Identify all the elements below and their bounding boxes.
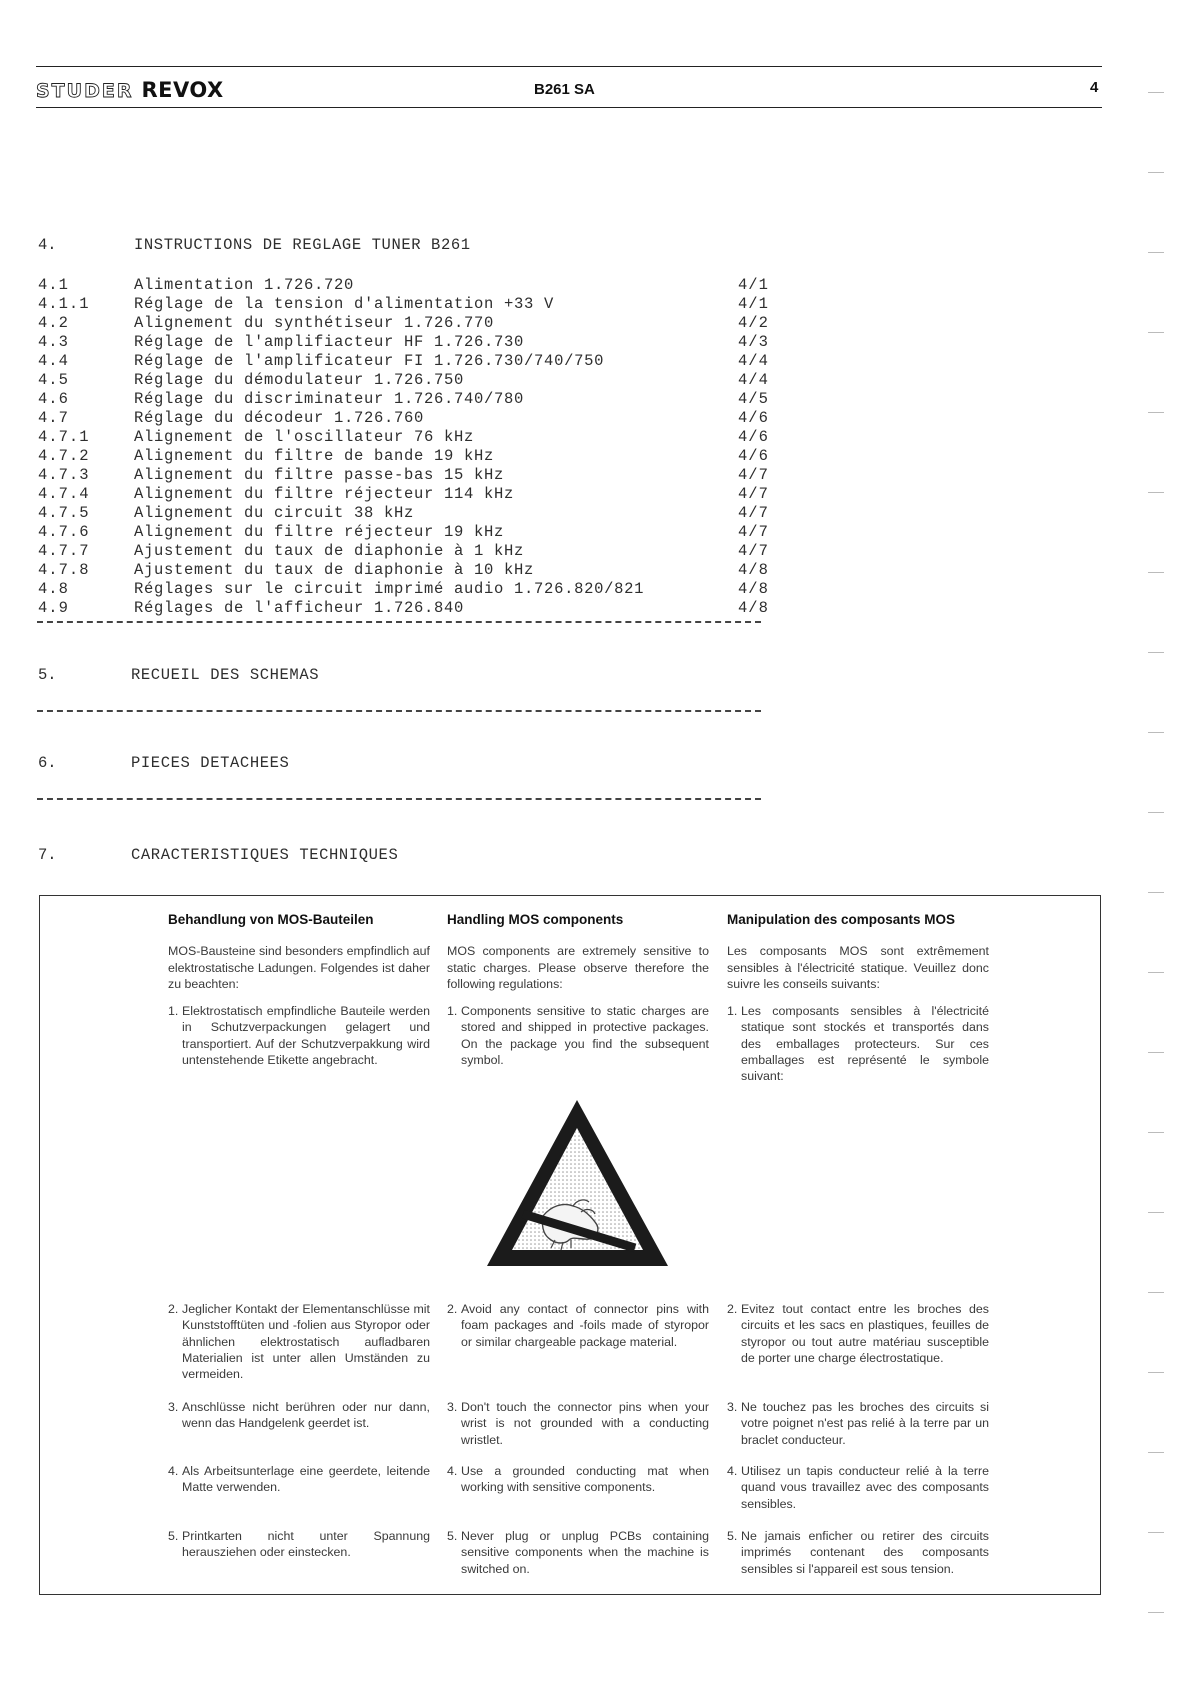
toc-row bbox=[38, 561, 778, 580]
dashed-divider bbox=[37, 710, 761, 712]
toc-row bbox=[38, 352, 778, 371]
section-title: INSTRUCTIONS DE REGLAGE TUNER B261 bbox=[134, 236, 471, 254]
brand-studer: STUDER bbox=[36, 80, 134, 102]
mos-item-text: Never plug or unplug PCBs containing sensitive components when the machine is switched on. bbox=[461, 1529, 709, 1576]
toc-text: Alignement du filtre réjecteur 19 kHz bbox=[134, 523, 505, 541]
mos-item-number: 2. bbox=[727, 1302, 738, 1316]
toc-page: 4/8 bbox=[738, 599, 769, 617]
toc-text: Réglages sur le circuit imprimé audio 1.726.820/821 bbox=[134, 580, 645, 598]
margin-tick bbox=[1148, 1372, 1164, 1373]
section-title: PIECES DETACHEES bbox=[131, 754, 290, 772]
mos-item-text: Ne touchez pas les broches des circuits si votre poignet n'est pas relié à la terre par un braclet conducteur. bbox=[741, 1400, 989, 1447]
toc-row bbox=[38, 504, 778, 523]
mos-list-item bbox=[168, 1463, 430, 1496]
mos-item-text: Printkarten nicht unter Spannung herausziehen oder einstecken. bbox=[182, 1529, 430, 1560]
mos-list-item bbox=[447, 1463, 709, 1496]
toc-page: 4/7 bbox=[738, 523, 769, 541]
mos-list-item bbox=[168, 1528, 430, 1561]
header-top-rule bbox=[36, 66, 1102, 67]
mos-item-number: 4. bbox=[168, 1464, 179, 1478]
mos-list-item bbox=[727, 1399, 989, 1448]
toc-text: Réglage du décodeur 1.726.760 bbox=[134, 409, 425, 427]
toc-text: Ajustement du taux de diaphonie à 1 kHz bbox=[134, 542, 525, 560]
toc-text: Réglage de l'amplifiacteur HF 1.726.730 bbox=[134, 333, 525, 351]
toc-text: Ajustement du taux de diaphonie à 10 kHz bbox=[134, 561, 535, 579]
toc-page: 4/2 bbox=[738, 314, 769, 332]
toc-page: 4/6 bbox=[738, 428, 769, 446]
mos-item-number: 5. bbox=[727, 1529, 738, 1543]
toc-text: Alignement de l'oscillateur 76 kHz bbox=[134, 428, 475, 446]
toc-page: 4/4 bbox=[738, 371, 769, 389]
mos-item-text: Anschlüsse nicht berühren oder nur dann, wenn das Handgelenk geerdet ist. bbox=[182, 1400, 430, 1431]
toc-row bbox=[38, 485, 778, 504]
margin-tick bbox=[1148, 492, 1164, 493]
toc-number: 4.7.4 bbox=[38, 485, 90, 503]
toc-text: Réglage de la tension d'alimentation +33 V bbox=[134, 295, 555, 313]
toc-number: 4.7.8 bbox=[38, 561, 90, 579]
toc-number: 4.4 bbox=[38, 352, 69, 370]
toc-row bbox=[38, 371, 778, 390]
margin-tick bbox=[1148, 252, 1164, 253]
margin-tick bbox=[1148, 1532, 1164, 1533]
toc-row bbox=[38, 428, 778, 447]
mos-item-text: Components sensitive to static charges are stored and shipped in protective packages. On the package you find the subsequent symbol. bbox=[461, 1004, 709, 1068]
toc-number: 4.1 bbox=[38, 276, 69, 294]
toc-number: 4.7.1 bbox=[38, 428, 90, 446]
mos-item-number: 1. bbox=[447, 1004, 458, 1019]
mos-item-text: Jeglicher Kontakt der Elementanschlüsse mit Kunststofftüten und -folien aus Styropor oder ähnlichen elektrostatisch aufladbaren Materialien ist unter allen Umständen zu vermeiden. bbox=[182, 1302, 430, 1382]
toc-text: Réglage de l'amplificateur FI 1.726.730/740/750 bbox=[134, 352, 605, 370]
mos-column-title: Behandlung von MOS-Bauteilen bbox=[168, 912, 374, 927]
toc-row bbox=[38, 409, 778, 428]
dashed-divider bbox=[37, 621, 761, 623]
brand-logo bbox=[36, 78, 224, 102]
toc-row bbox=[38, 314, 778, 333]
toc-text: Réglage du discriminateur 1.726.740/780 bbox=[134, 390, 525, 408]
section-number: 6. bbox=[38, 754, 57, 772]
mos-item-number: 5. bbox=[168, 1529, 179, 1543]
mos-item-number: 1. bbox=[168, 1004, 179, 1019]
toc-number: 4.3 bbox=[38, 333, 69, 351]
toc-row bbox=[38, 295, 778, 314]
mos-item-text: Ne jamais enficher ou retirer des circuits imprimés contenant des composants sensibles si l'appareil est sous tension. bbox=[741, 1529, 989, 1576]
mos-column-french bbox=[727, 912, 989, 1576]
mos-intro: Les composants MOS sont extrêmement sensibles à l'électricité statique. Veuillez donc suivre les conseils suivants: bbox=[727, 944, 989, 991]
toc-page: 4/5 bbox=[738, 390, 769, 408]
mos-column-english bbox=[447, 912, 709, 1576]
margin-tick bbox=[1148, 1612, 1164, 1613]
toc-row bbox=[38, 580, 778, 599]
toc-page: 4/7 bbox=[738, 542, 769, 560]
toc-page: 4/6 bbox=[738, 447, 769, 465]
mos-list-item bbox=[168, 1301, 430, 1382]
page-number: 4 bbox=[1090, 79, 1099, 96]
mos-item-number: 2. bbox=[447, 1302, 458, 1316]
toc-row bbox=[38, 333, 778, 352]
brand-revox: REVOX bbox=[141, 78, 224, 102]
toc-text: Alignement du filtre réjecteur 114 kHz bbox=[134, 485, 515, 503]
mos-item-text: Don't touch the connector pins when your wrist is not grounded with a conducting wristlet. bbox=[461, 1400, 709, 1447]
mos-item-text: Les composants sensibles à l'électricité statique sont stockés et transportés dans des emballages protecteurs. Sur ces emballages est représenté le symbole suivant: bbox=[741, 1004, 989, 1084]
mos-list-item bbox=[447, 1528, 709, 1577]
toc-page: 4/7 bbox=[738, 466, 769, 484]
section-number: 4. bbox=[38, 236, 57, 254]
margin-tick bbox=[1148, 652, 1164, 653]
margin-tick bbox=[1148, 732, 1164, 733]
mos-item-number: 4. bbox=[727, 1464, 738, 1478]
toc-row bbox=[38, 447, 778, 466]
mos-column-title: Handling MOS components bbox=[447, 912, 624, 927]
margin-tick bbox=[1148, 332, 1164, 333]
mos-item-text: Use a grounded conducting mat when working with sensitive components. bbox=[461, 1464, 709, 1495]
model-label: B261 SA bbox=[534, 81, 595, 98]
mos-list-item bbox=[447, 1003, 709, 1068]
mos-item-text: Evitez tout contact entre les broches des circuits et les sacs en plastiques, feuilles de styropor ou tout autre matériau susceptible de porter une charge électrostatique. bbox=[741, 1302, 989, 1365]
margin-tick bbox=[1148, 972, 1164, 973]
mos-list-item bbox=[447, 1301, 709, 1350]
mos-list-item bbox=[727, 1463, 989, 1512]
mos-list-item bbox=[168, 1003, 430, 1068]
mos-item-number: 5. bbox=[447, 1529, 458, 1543]
margin-tick bbox=[1148, 1132, 1164, 1133]
margin-tick bbox=[1148, 1052, 1164, 1053]
toc-row bbox=[38, 542, 778, 561]
mos-item-text: Elektrostatisch empfindliche Bauteile werden in Schutzverpackungen gelagert und transportiert. Auf der Schutzverpakkung wird untenstehende Etikette angebracht. bbox=[182, 1004, 430, 1068]
margin-tick bbox=[1148, 572, 1164, 573]
margin-tick bbox=[1148, 1292, 1164, 1293]
toc-number: 4.9 bbox=[38, 599, 69, 617]
mos-item-number: 3. bbox=[727, 1400, 738, 1414]
margin-tick bbox=[1148, 1212, 1164, 1213]
toc-page: 4/6 bbox=[738, 409, 769, 427]
toc-row bbox=[38, 599, 778, 618]
toc-row bbox=[38, 390, 778, 409]
table-of-contents bbox=[38, 276, 778, 618]
mos-list-item bbox=[168, 1399, 430, 1432]
toc-number: 4.5 bbox=[38, 371, 69, 389]
esd-warning-symbol bbox=[485, 1098, 670, 1268]
toc-row bbox=[38, 276, 778, 295]
toc-text: Réglages de l'afficheur 1.726.840 bbox=[134, 599, 465, 617]
mos-item-number: 3. bbox=[168, 1400, 179, 1414]
toc-text: Alimentation 1.726.720 bbox=[134, 276, 355, 294]
toc-number: 4.7.5 bbox=[38, 504, 90, 522]
margin-tick bbox=[1148, 892, 1164, 893]
toc-page: 4/4 bbox=[738, 352, 769, 370]
toc-page: 4/1 bbox=[738, 276, 769, 294]
mos-item-text: Utilisez un tapis conducteur relié à la terre quand vous travaillez avec des composants sensibles. bbox=[741, 1464, 989, 1511]
toc-page: 4/1 bbox=[738, 295, 769, 313]
toc-text: Alignement du circuit 38 kHz bbox=[134, 504, 415, 522]
mos-item-text: Avoid any contact of connector pins with foam packages and -foils made of styropor or similar chargeable package material. bbox=[461, 1302, 709, 1349]
margin-tick bbox=[1148, 412, 1164, 413]
mos-item-number: 4. bbox=[447, 1464, 458, 1478]
margin-tick bbox=[1148, 92, 1164, 93]
mos-column-german bbox=[168, 912, 430, 1560]
toc-row bbox=[38, 523, 778, 542]
mos-item-number: 3. bbox=[447, 1400, 458, 1414]
toc-number: 4.7 bbox=[38, 409, 69, 427]
toc-page: 4/7 bbox=[738, 504, 769, 522]
section-number: 5. bbox=[38, 666, 57, 684]
toc-number: 4.7.2 bbox=[38, 447, 90, 465]
mos-list-item bbox=[727, 1003, 989, 1084]
mos-list-item bbox=[727, 1528, 989, 1577]
toc-page: 4/3 bbox=[738, 333, 769, 351]
margin-tick bbox=[1148, 1452, 1164, 1453]
toc-text: Alignement du filtre de bande 19 kHz bbox=[134, 447, 495, 465]
section-title: RECUEIL DES SCHEMAS bbox=[131, 666, 320, 684]
toc-number: 4.8 bbox=[38, 580, 69, 598]
section-number: 7. bbox=[38, 846, 57, 864]
mos-list-item bbox=[447, 1399, 709, 1448]
toc-text: Réglage du démodulateur 1.726.750 bbox=[134, 371, 465, 389]
toc-number: 4.7.7 bbox=[38, 542, 90, 560]
section-title: CARACTERISTIQUES TECHNIQUES bbox=[131, 846, 399, 864]
toc-page: 4/8 bbox=[738, 580, 769, 598]
mos-intro: MOS components are extremely sensitive to static charges. Please observe therefore the following regulations: bbox=[447, 944, 709, 991]
toc-page: 4/7 bbox=[738, 485, 769, 503]
mos-item-number: 1. bbox=[727, 1004, 738, 1019]
mos-list-item bbox=[727, 1301, 989, 1366]
toc-row bbox=[38, 466, 778, 485]
toc-number: 4.1.1 bbox=[38, 295, 90, 313]
margin-tick bbox=[1148, 172, 1164, 173]
mos-item-number: 2. bbox=[168, 1302, 179, 1316]
toc-page: 4/8 bbox=[738, 561, 769, 579]
toc-number: 4.7.6 bbox=[38, 523, 90, 541]
mos-intro: MOS-Bausteine sind besonders empfindlich auf elektrostatische Ladungen. Folgendes ist daher zu beachten: bbox=[168, 944, 430, 991]
toc-text: Alignement du filtre passe-bas 15 kHz bbox=[134, 466, 505, 484]
toc-text: Alignement du synthétiseur 1.726.770 bbox=[134, 314, 495, 332]
toc-number: 4.2 bbox=[38, 314, 69, 332]
toc-number: 4.7.3 bbox=[38, 466, 90, 484]
mos-item-text: Als Arbeitsunterlage eine geerdete, leitende Matte verwenden. bbox=[182, 1464, 430, 1495]
dashed-divider bbox=[37, 798, 761, 800]
header-bottom-rule bbox=[36, 107, 1102, 108]
mos-column-title: Manipulation des composants MOS bbox=[727, 912, 956, 927]
toc-number: 4.6 bbox=[38, 390, 69, 408]
margin-tick bbox=[1148, 812, 1164, 813]
